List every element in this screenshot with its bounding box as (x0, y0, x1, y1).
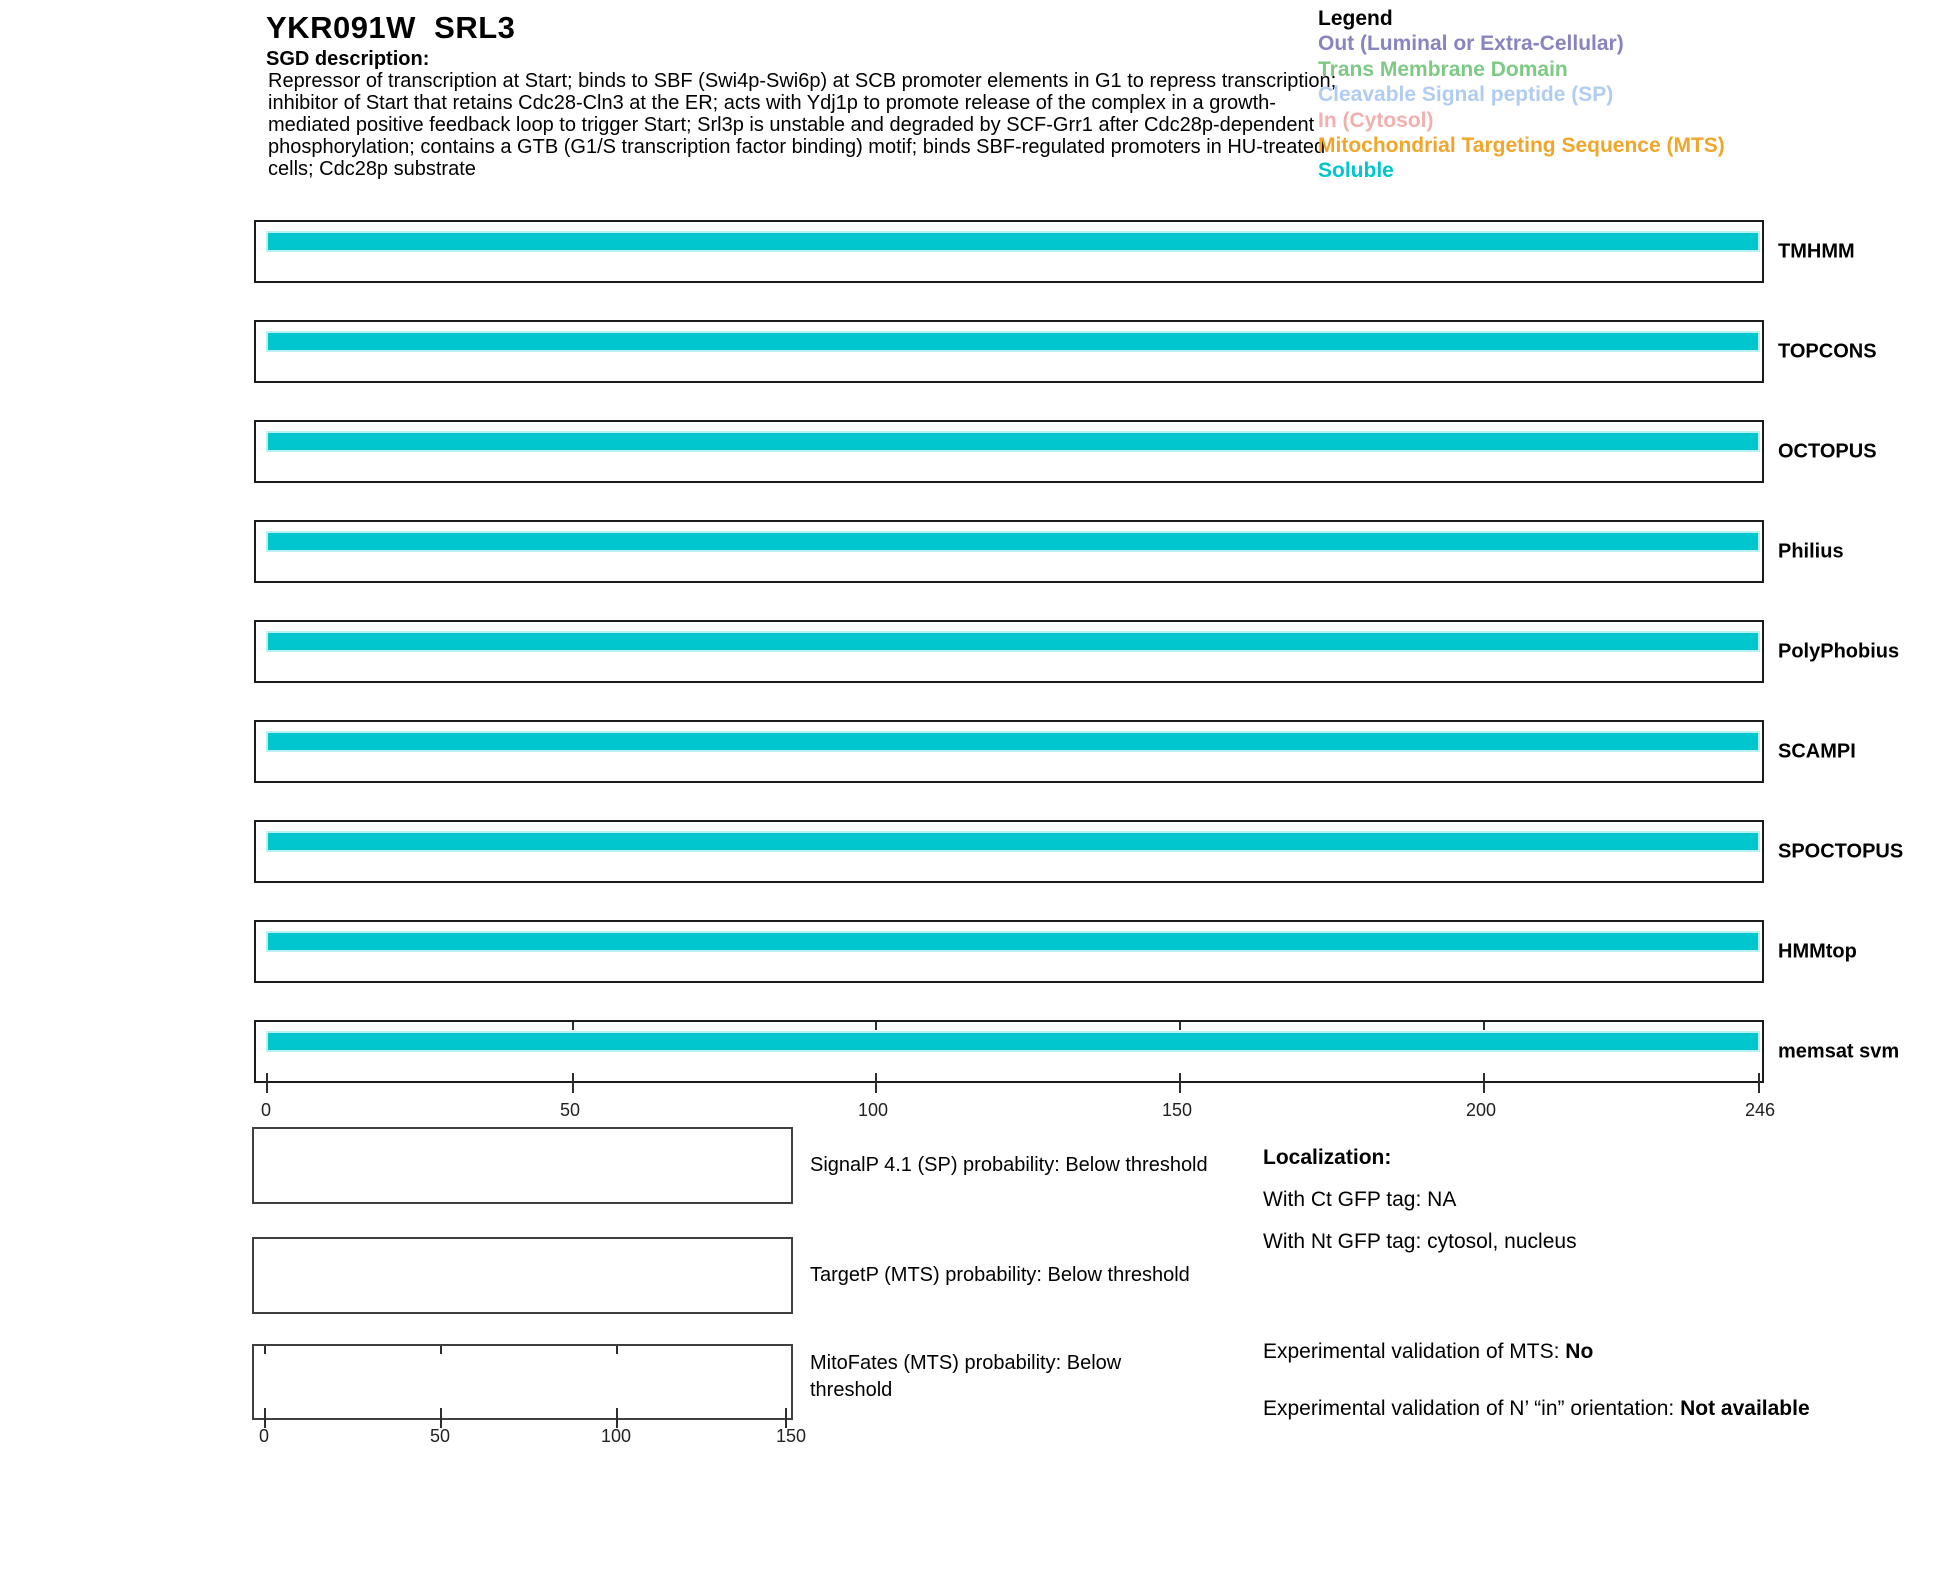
x-axis-tick-label: 100 (857, 1100, 889, 1120)
track-tmhmm (254, 220, 1855, 283)
soluble-segment-bar (266, 531, 1760, 552)
mts-validation-value: No (1565, 1340, 1594, 1363)
soluble-segment-bar (266, 931, 1760, 952)
mitofates-tick-label: 100 (600, 1426, 632, 1446)
legend-item-sp: Cleavable Signal peptide (SP) (1318, 83, 1614, 107)
targetp-plot (252, 1237, 793, 1314)
track-topcons (254, 320, 1877, 383)
orientation-validation-value: Not available (1680, 1397, 1810, 1420)
track-label: Philius (1778, 540, 1844, 562)
track-spoctopus (254, 820, 1904, 883)
track-label: TOPCONS (1778, 340, 1877, 362)
axis-tick (264, 1346, 266, 1354)
orientation-validation-text (1263, 1392, 1828, 1426)
targetp-caption: TargetP (MTS) probability: Below threshold (810, 1264, 1190, 1286)
x-axis-tick-label: 150 (1161, 1100, 1193, 1120)
signalp-caption: SignalP 4.1 (SP) probability: Below threshold (810, 1154, 1208, 1176)
soluble-segment-bar (266, 431, 1760, 452)
x-axis-tick-label: 200 (1465, 1100, 1497, 1120)
track-label: HMMtop (1778, 940, 1857, 962)
sgd-description-label: SGD description: (266, 48, 430, 70)
axis-tick (875, 1022, 877, 1030)
legend-title: Legend (1318, 7, 1393, 30)
nt-gfp-tag-text: With Nt GFP tag: cytosol, nucleus (1263, 1230, 1577, 1253)
axis-tick (1483, 1073, 1485, 1093)
axis-tick (440, 1408, 442, 1428)
x-axis-tick-label: 50 (559, 1100, 581, 1120)
axis-tick (785, 1408, 787, 1428)
track-label: TMHMM (1778, 240, 1855, 262)
soluble-segment-bar (266, 731, 1760, 752)
track-label: SCAMPI (1778, 740, 1856, 762)
legend-item-tmd: Trans Membrane Domain (1318, 57, 1568, 81)
soluble-segment-bar (266, 331, 1760, 352)
soluble-segment-bar (266, 631, 1760, 652)
axis-tick (1179, 1073, 1181, 1093)
ct-gfp-tag-text: With Ct GFP tag: NA (1263, 1188, 1457, 1211)
legend (1318, 6, 1725, 184)
legend-item-mts: Mitochondrial Targeting Sequence (MTS) (1318, 134, 1725, 158)
axis-tick (266, 1073, 268, 1093)
axis-tick (572, 1073, 574, 1093)
mitofates-tick-label: 50 (429, 1426, 451, 1446)
track-label: SPOCTOPUS (1778, 840, 1904, 862)
track-label: memsat svm (1778, 1040, 1900, 1062)
axis-tick (572, 1022, 574, 1030)
page-title: YKR091W SRL3 (266, 10, 516, 45)
axis-tick (440, 1346, 442, 1354)
axis-tick (875, 1073, 877, 1093)
track-scampi (254, 720, 1856, 783)
axis-tick (1483, 1022, 1485, 1030)
track-label: OCTOPUS (1778, 440, 1877, 462)
legend-item-out: Out (Luminal or Extra-Cellular) (1318, 32, 1624, 56)
mts-validation-prefix: Experimental validation of MTS: (1263, 1340, 1566, 1363)
axis-tick (616, 1346, 618, 1354)
mitofates-caption: MitoFates (MTS) probability: Below threshold (810, 1352, 1122, 1401)
track-philius (254, 520, 1844, 583)
track-hmmtop (254, 920, 1857, 983)
track-label: PolyPhobius (1778, 640, 1900, 662)
sgd-description-text: Repressor of transcription at Start; binds to SBF (Swi4p-Swi6p) at SCB promoter elements in G1 to repress transcription; inhibitor of Start that retains Cdc28-Cln3 at the ER; acts with Ydj1p to promote release of the complex in a growth-mediated positive feedback loop to trigger Start; Srl3p is unstable and degraded by SCF-Grr1 after Cdc28p-dependent phosphorylation; contains a GTB (G1/S transcription factor binding) motif; binds SBF-regulated promoters in HU-treated cells; Cdc28p substrate (268, 70, 1337, 180)
track-polyphobius (254, 620, 1900, 683)
mts-validation-text (1263, 1340, 1593, 1364)
mitofates-tick-label: 150 (775, 1426, 807, 1446)
soluble-segment-bar (266, 1031, 1760, 1052)
soluble-segment-bar (266, 231, 1760, 252)
legend-item-soluble: Soluble (1318, 159, 1394, 183)
x-axis-tick-label: 0 (260, 1100, 272, 1120)
x-axis-tick-label: 246 (1744, 1100, 1776, 1120)
legend-item-in: In (Cytosol) (1318, 108, 1434, 132)
signalp-plot (252, 1127, 793, 1204)
track-memsat-svm (254, 1020, 1900, 1083)
axis-tick (1758, 1073, 1760, 1093)
axis-tick (616, 1408, 618, 1428)
soluble-segment-bar (266, 831, 1760, 852)
axis-tick (264, 1408, 266, 1428)
axis-tick (1179, 1022, 1181, 1030)
orientation-validation-prefix: Experimental validation of N’ “in” orientation: (1263, 1397, 1681, 1420)
mitofates-plot (252, 1344, 793, 1420)
mitofates-tick-label: 0 (258, 1426, 270, 1446)
localization-title: Localization: (1263, 1146, 1392, 1169)
track-octopus (254, 420, 1877, 483)
